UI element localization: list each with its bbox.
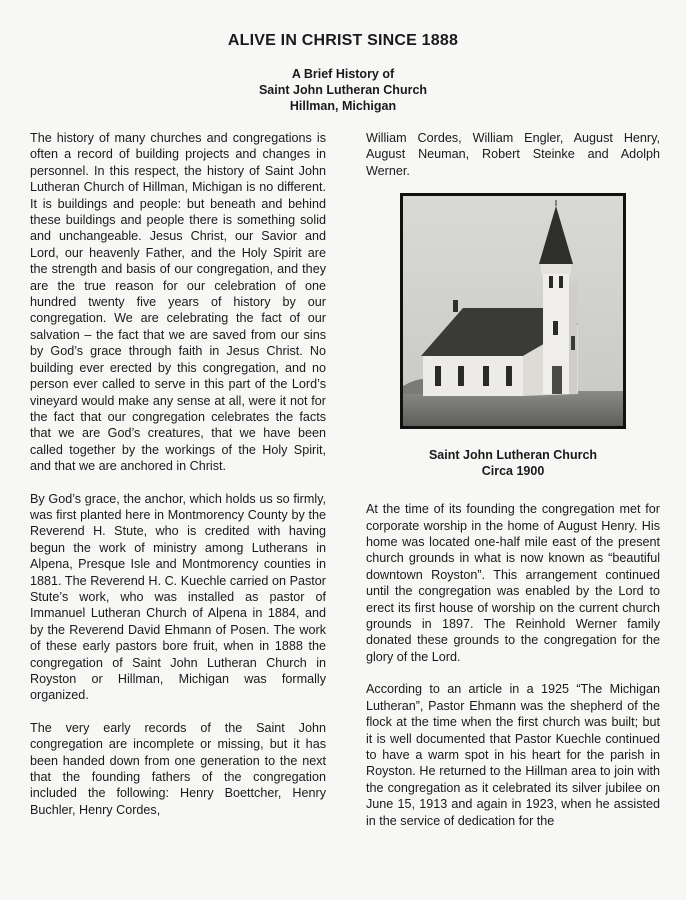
church-photo xyxy=(400,193,626,429)
subtitle-line: Saint John Lutheran Church xyxy=(258,83,428,97)
paragraph: At the time of its founding the congregation met for corporate worship in the home of August Henry. His home was located one-half mile east of the present church grounds in what is now known as “beautiful downtown Royston”. This arrangement continued until the congregation was enabled by the Lord to erect its first house of worship on the current church grounds in 1897. The Reinhold Werner family donated these grounds to the congregation for the glory of the Lord. xyxy=(366,502,660,664)
paragraph: The history of many churches and congregations is often a record of building projects and changes in personnel. In this respect, the history of Saint John Lutheran Church of Hillman, Michigan is no different. It is buildings and people: but beneath and behind these buildings and people there is something solid and unchangeable. Jesus Christ, our Savior and Lord, our heavenly Father, and the Holy Spirit are the strength and basis of our congregation, and they are the true reason for our celebration of one hundred twenty five years of history by our congregation. We are celebrating the fact of our salvation – the fact that we are saved from our sins by God’s grace through faith in Jesus Christ. No building ever erected by this congregation, and no person ever called to serve in this part of the Lord’s vineyard would make any sense at all, were it not for the fact that our congregation celebrates the facts that we are God’s creatures, that we have been called together by the workings of the Holy Spirit, and that we are anchored in Christ. xyxy=(30,131,326,474)
document-subtitle xyxy=(0,66,686,114)
paragraph: William Cordes, William Engler, August Henry, August Neuman, Robert Steinke and Adolph Werner. xyxy=(366,131,660,178)
left-column xyxy=(30,130,326,834)
subtitle-line: A Brief History of xyxy=(291,67,395,81)
paragraph: According to an article in a 1925 “The Michigan Lutheran”, Pastor Ehmann was the shepherd of the flock at the time when the first church was built; but it is well documented that Pastor Kuechle continued to have a warm spot in his heart for the parish in Royston. He returned to the Hillman area to join with the congregation as it celebrated its silver jubilee on June 15, 1913 and again in 1923, when he assisted in the service of dedication for the xyxy=(366,682,660,828)
paragraph: By God’s grace, the anchor, which holds us so firmly, was first planted here in Montmorency County by the Reverend H. Stute, who is credited with having begun the work of ministry among Lutherans in Alpena, Presque Isle and Montmorency counties in 1881. The Reverend H. C. Kuechle carried on Pastor Stute’s work, who was installed as pastor of Immanuel Lutheran Church of Alpena in 1884, and by the Reverend David Ehmann of Posen. The work of these early pastors bore fruit, when in 1888 the congregation of Saint John Lutheran Church in Royston or Hillman, Michigan was formally organized. xyxy=(30,491,326,703)
subtitle-line: Hillman, Michigan xyxy=(289,99,397,113)
paragraph: The very early records of the Saint John congregation are incomplete or missing, but it has been handed down from one generation to the next that the founding fathers of the congregation included the following: Henry Boettcher, Henry Buchler, Henry Cordes, xyxy=(30,720,326,817)
right-column xyxy=(366,130,660,845)
church-illustration xyxy=(403,196,623,426)
photo-caption xyxy=(366,447,660,479)
caption-line: Circa 1900 xyxy=(481,464,545,479)
document-title: ALIVE IN CHRIST SINCE 1888 xyxy=(227,32,459,49)
caption-line: Saint John Lutheran Church xyxy=(428,448,598,463)
